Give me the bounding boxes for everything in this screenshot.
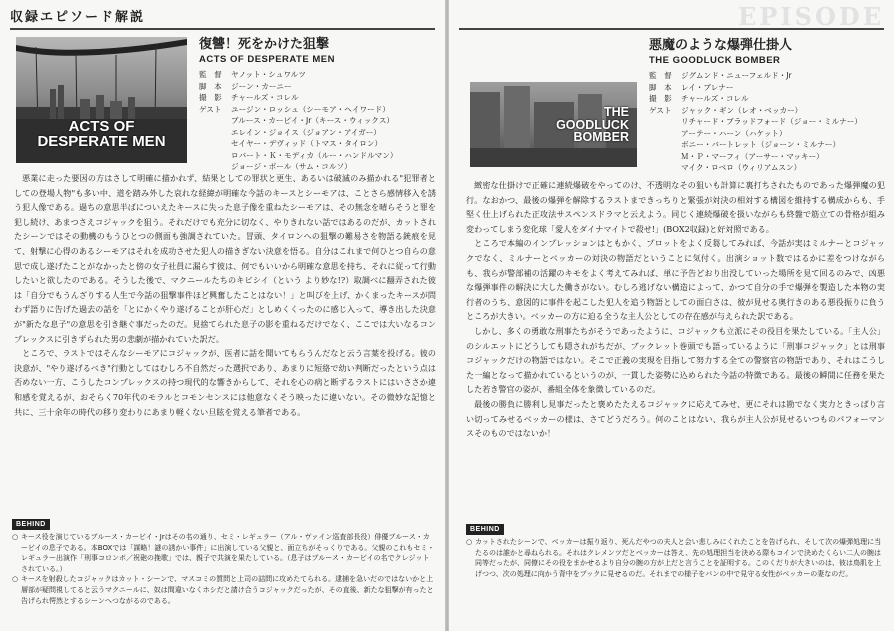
photo-caption-line: BOMBER: [573, 130, 629, 144]
credit-role: 脚 本: [649, 82, 672, 92]
credit-name: ヤノット・シュワルツ: [231, 70, 306, 79]
right-page: [449, 0, 894, 631]
behind-section: [466, 516, 885, 628]
credit-name: レイ・ブレナー: [681, 82, 734, 92]
credit-name: ジグムンド・ニューフェルド・Jr: [681, 71, 792, 80]
commentary-text: [14, 171, 436, 509]
behind-label: BEHIND: [12, 519, 50, 530]
credit-writer: [649, 82, 889, 94]
left-page: [0, 0, 445, 631]
episode-still-photo: [470, 82, 637, 167]
episode-subtitle: ACTS OF DESPERATE MEN: [199, 54, 335, 65]
credit-name: マイク・ロベロ（ウィリアムスン）: [681, 163, 802, 172]
episode-heading: [649, 38, 889, 174]
commentary-paragraph: 最後の勝負に勝利し見事だったと褒めたたえるコジャックに応えてみせ、更にそれは勘でなく実力ときっぱり言い切ってみせるベッカーの様は、さてどうだろう。何のことはない、我らが主人公が見せるいつものパフォーマンスそのものではないか！: [466, 398, 885, 439]
credit-name: ジーン・カーニー: [231, 81, 292, 91]
photo-caption: [16, 119, 187, 149]
credit-name: ジョージ・ポール（サム・コルソ）: [231, 162, 352, 171]
section-header: [10, 6, 435, 30]
credits-list: [649, 70, 889, 174]
behind-note-text: カットされたシーンで、ベッカーは振り返り、死んだやつの夫人と会い悲しみにくれたことを告げられ、そして次の爆弾処理に当たるのは誰かと尋ねられる。それはクレメンツだとベッカーは答え、先の処理担当を決める際もコインで決めたくらい二人の腕は同等だったが、同僚にその役をまかせるより自分の腕の方が上だと言うことを証明する。このくだりが大きいのは、彼は鳥肌を上げつつ、次の処理に向かう背中をブックに見せるのだ。それまでの様子をバンの中で見守る女性がベッカーの妻なのだ。: [475, 538, 882, 578]
credit-cinematographer: [199, 92, 439, 104]
credit-name: ボニー・バートレット（ジョーン・ミルナー）: [681, 140, 841, 149]
credit-name: ジャック・ギン（レオ・ベッカー）: [681, 105, 803, 115]
episode-header-word: EPISODE: [738, 2, 884, 31]
credit-role: 監 督: [199, 70, 222, 79]
credit-name: Ｍ・Ｐ・マーフィ（アーサー・マッキー）: [681, 151, 824, 161]
behind-notes: [12, 532, 436, 606]
episode-heading: [199, 37, 439, 173]
behind-note: [466, 537, 885, 579]
photo-caption-line: DESPERATE MEN: [37, 133, 166, 150]
credit-name: ロバート・Ｋ・モディカ（ルー・ハンドルマン）: [231, 150, 398, 160]
commentary-paragraph: しかし、多くの勇敢な刑事たちがそうであったように、コジャックも立派にその役目を果たしている。「主人公」のシルエットにどうしても隠されがちだが、ブックレット巻頭でも語っているように「刑事コジャック」とは刑事コジャックだけの物語ではない。そこで正義の実現を目指して努力する全ての警察官の物語であり、それはこうした一編となって描かれているというのが、一貫した姿勢に込められた今話の特徴である。最後の瞬間に任務を果たした若き警官の姿が、番組全体を象徴しているのだ。: [466, 325, 885, 395]
behind-notes: [466, 537, 885, 579]
behind-section: [12, 511, 436, 629]
credit-role: 脚 本: [199, 81, 222, 91]
commentary-text: [466, 178, 885, 512]
credit-writer: [199, 81, 439, 93]
photo-caption-line: GOODLUCK: [556, 117, 629, 132]
credit-director: [199, 69, 439, 81]
section-header: [459, 2, 884, 31]
behind-note-text: キースを射殺したコジャックはカット・シーンで、マスコミの質問と上司の詰問に攻めたてられる。逮捕を急いだのではないかと上層部が疑問視してると云うマクニールに、奴は間違いなくホシだと請け合うコジャックだったが、その直後、新たな狙撃が有ったと告げられ愕然とするシーンへつながるのである。: [21, 575, 434, 605]
bullet-circle-icon: ○: [12, 533, 19, 541]
bullet-circle-icon: ○: [466, 538, 473, 546]
credit-cinematographer: [649, 93, 889, 105]
episode-title: 悪魔のような爆弾仕掛人: [649, 38, 793, 53]
credit-name: チャールズ・コレル: [231, 93, 299, 102]
credits-list: [199, 69, 439, 173]
section-title: 収録エピソード解説: [10, 10, 146, 25]
credit-role: 撮 影: [649, 94, 672, 103]
behind-note: [12, 532, 436, 574]
credit-name: ブルース・カービイ・Jr（キース・ウィックス）: [231, 116, 395, 125]
commentary-paragraph: ところで、ラストではそんなシーモアにコジャックが、医者に話を聞いてもらうんだなと云う言葉を投げる。彼の決意が、"やり遂げるべき"行動としてはむしろ不自然だった選択であり、あまりに短絡で幼い判断だったという点は否めない一方、こうしたコンプレックスの持つ現代的な響きからして、それを心の病と断ずるラストにはいささか違和感を覚えるが、おそらく70年代のモラルとコモンセンスには他意なくそう映ったに違いない。その微妙な記憶と共に、三十余年の時代の移り変わりにあまり軽くない旦眩を覚える筆者である。: [14, 348, 436, 417]
photo-caption: [520, 106, 637, 144]
credit-name: チャールズ・コレル: [681, 94, 749, 103]
episode-still-photo: [16, 37, 187, 163]
credit-name: エレイン・ジョイス（ジョアン・アイガー）: [231, 127, 381, 137]
episode-subtitle: THE GOODLUCK BOMBER: [649, 55, 781, 66]
credit-role: 監 督: [649, 71, 672, 80]
credit-name: アーテー・ハーン（ハケット）: [681, 128, 787, 138]
commentary-paragraph: 悪業に走った要因の方はさして明確に描かれず、結果としての罪状と更生、あるいは破滅のみ描かれる"犯罪者としての登場人物"も多い中、道を踏み外した哀れな経緯が明確な今話のキースとシーモアは、ことさら感情移入を誘う犯人像である。過ちの意思半ばについえたキースに失った息子像を重ねたシーモアは、その無念を晴らそうと罪を犯し続け、あまつさえコジャックを狙う。それだけでも充分に切なく、やりきれない話ではあるのだが、カットされたシーンではその動機のもうひとつの側面も強調されていた。冒頭、タイロンへの狙撃の難易さを物語る銃痕を見て、射撃に心得のあるシーモアはそれを成功させた犯人の描きぎない決意を悟る。自分はこれまで何ひとつ自らの意思で成し遂げたことがなかったと傍の女子社員に漏らす彼は、何でもいいから明確な意思を持ち、それに従って行動したいと欲したのである。そうした後で、マクニールたちのキビシイ（という より妙な!?）取調べに翻弄された彼は「自分でもうんざりする人生で今話の狙撃事件ほど興奮したことはない！」と叫びを上げ、かくまったキースが問わず語りに告げた過去の話を「とにかくやり遂げることが肝心だ」としめくくったのに感じ入って、導き出した決意が"新たな息子"の意思を引き継ぐ事だったのだ。見捨てられた息子の影を重ねるだけでなく、ここでは大いなるコンプレックスに引きずられた男の悲劇が描かれていた訳だ。: [14, 173, 436, 344]
credit-name: セイヤー・デヴィッド（トマス・タイロン）: [231, 139, 383, 148]
behind-note: [12, 574, 436, 606]
photo-caption-line: THE: [604, 105, 629, 119]
credit-role: ゲスト: [649, 105, 672, 115]
credit-guests: [199, 104, 439, 173]
bullet-circle-icon: ○: [12, 575, 19, 584]
episode-title: 復讐！死をかけた狙撃: [199, 37, 330, 52]
commentary-paragraph: 緻密な仕掛けで正確に連続爆破をやってのけ、不透明なその狙いも計算に裏打ちされたものであった爆弾魔の犯行。なおかつ、最後の爆弾を解除するラストまできっちりと緊張が対決の相対する構図を維持する構成からも、手堅く仕上げられた正攻法サスペンスドラマと云えよう。同じく連続爆破を扱いながらも終盤で筋立ての骨格が組み変わってしまう変化球「愛人をダイナマイトで殺せ!」(BOX2収録)と好対照である。: [466, 180, 885, 234]
credit-guests: [649, 105, 889, 174]
behind-label: BEHIND: [466, 524, 504, 535]
photo-caption-line: ACTS OF: [68, 118, 135, 135]
credit-director: [649, 70, 889, 82]
credit-role: 撮 影: [199, 93, 222, 102]
commentary-paragraph: ところで本編のインプレッションはともかく、プロットをよく反芻してみれば、今話が実はミルナーとコジャックでなく、ミルナーとベッカーの対決の物語だということに気付く。出演ショット数ではるかに差をつけながらも、我らが警部補の活躍のキモをよく考えてみれば、単に予告どおり出没していった場所を見て回るのみで、凶悪な爆弾事件の解決に大した働きがない。むしろ逃げない構造によって、かつて自分の手で爆弾を製造した本物の実行者のうち、意図的に事件を起こした犯人を追う物語としての面白さは、彼が見せる奥行きのある悪役振りに負うところが大きい。ベッカーの方に迫る全うな主人公としての存在感が与えられた訳である。: [466, 238, 885, 322]
credit-name: リチャード・ブラッドフォード（ジョー・ミルナー）: [681, 117, 862, 126]
behind-note-text: キース役を演じているブルース・カービイ・Jrはその名の通り、セミ・レギュラー（アル・ヴァイン巡査部長役）俳優ブルース・カービイの息子である。本BOXでは「謀略！謎の誘かい事件」に出演している父親と、面立ちがそっくりである。父親のこれもセミ・レギュラー出演作「刑事コロンボ／祝砲の挽歌」では、親子で共演を果たしている。（息子はブルース・カービイの名でクレジットされている。）: [21, 533, 435, 573]
credit-name: ユージン・ロッシュ（シーモア・ヘイワード）: [231, 104, 390, 114]
credit-role: ゲスト: [199, 104, 222, 114]
